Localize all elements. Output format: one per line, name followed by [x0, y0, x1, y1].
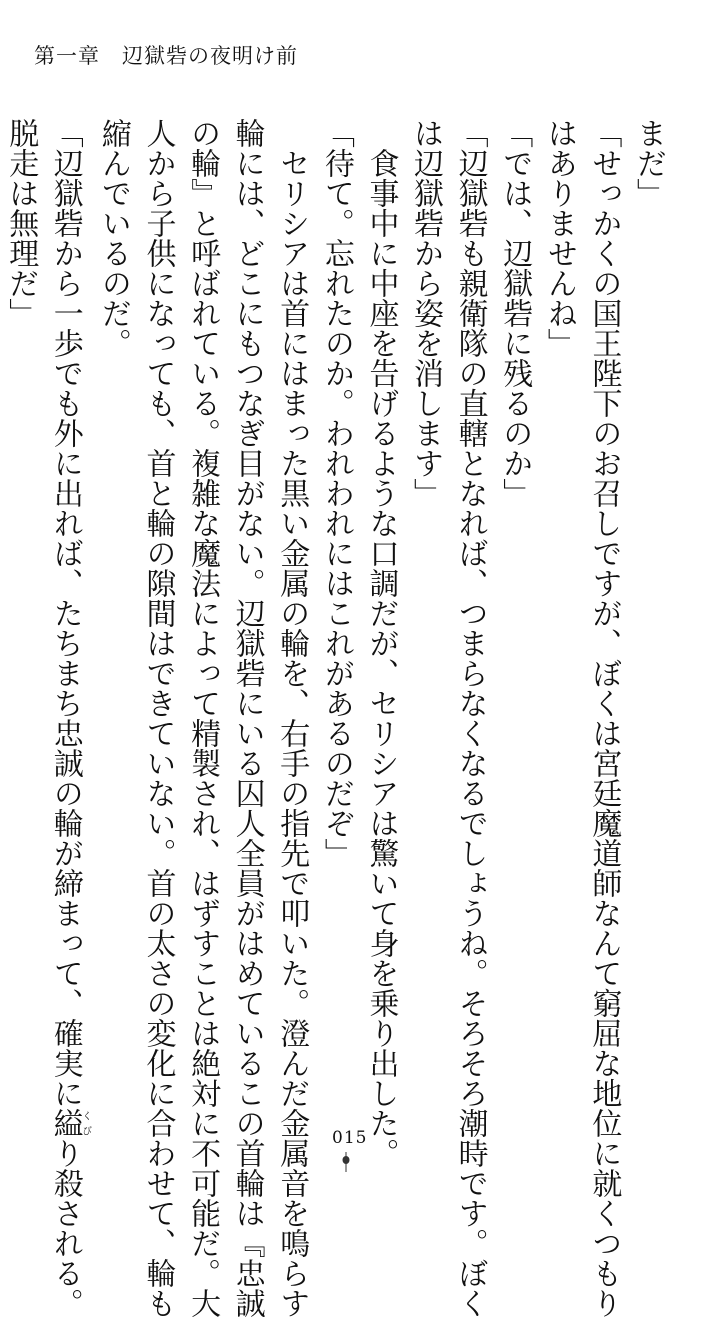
text-line: 「待て。忘れたのか。われわれにはこれがあるのだぞ」: [318, 118, 354, 868]
text-line: 輪には、どこにもつなぎ目がない。辺獄砦にいる囚人全員がはめているこの首輪は『忠誠: [229, 118, 265, 1318]
text-line: 脱走は無理だ」: [3, 118, 39, 328]
chapter-header: 第一章 辺獄砦の夜明け前: [34, 44, 298, 68]
text-line: 「では、辺獄砦に残るのか」: [497, 118, 533, 508]
text-line: 人から子供になっても、首と輪の隙間はできていない。首の太さの変化に合わせて、輪も: [140, 118, 176, 1318]
page-number: 015: [332, 1128, 368, 1148]
page-ornament-icon: [340, 1152, 352, 1172]
text-line: まだ」: [631, 118, 666, 208]
ruby-reading: くび: [79, 1108, 91, 1138]
text-line-with-ruby: 「辺獄砦から一歩でも外に出れば、たちまち忠誠の輪が締まって、確実に縊くびり殺される。: [47, 118, 91, 1318]
text-line: 縮んでいるのだ。: [95, 118, 131, 358]
text-line: の輪』と呼ばれている。複雑な魔法によって精製され、はずすことは絶対に不可能だ。大: [185, 118, 221, 1318]
text-line: はありませんね」: [541, 118, 577, 358]
text-line: 「せっかくの国王陛下のお召しですが、ぼくは宮廷魔道師なんて窮屈な地位に就くつもり: [586, 118, 622, 1318]
text-line: 食事中に中座を告げるような口調だが、セリシアは驚いて身を乗り出した。: [363, 118, 399, 1168]
text-line: は辺獄砦から姿を消します」: [408, 118, 444, 508]
text-line: セリシアは首にはまった黒い金属の輪を、右手の指先で叩いた。澄んだ金属音を鳴らす: [274, 118, 310, 1318]
text-line: 「辺獄砦も親衛隊の直轄となれば、つまらなくなるでしょうね。そろそろ潮時です。ぼく: [452, 118, 488, 1318]
ruby-annotation: 縊くび: [47, 1108, 91, 1138]
